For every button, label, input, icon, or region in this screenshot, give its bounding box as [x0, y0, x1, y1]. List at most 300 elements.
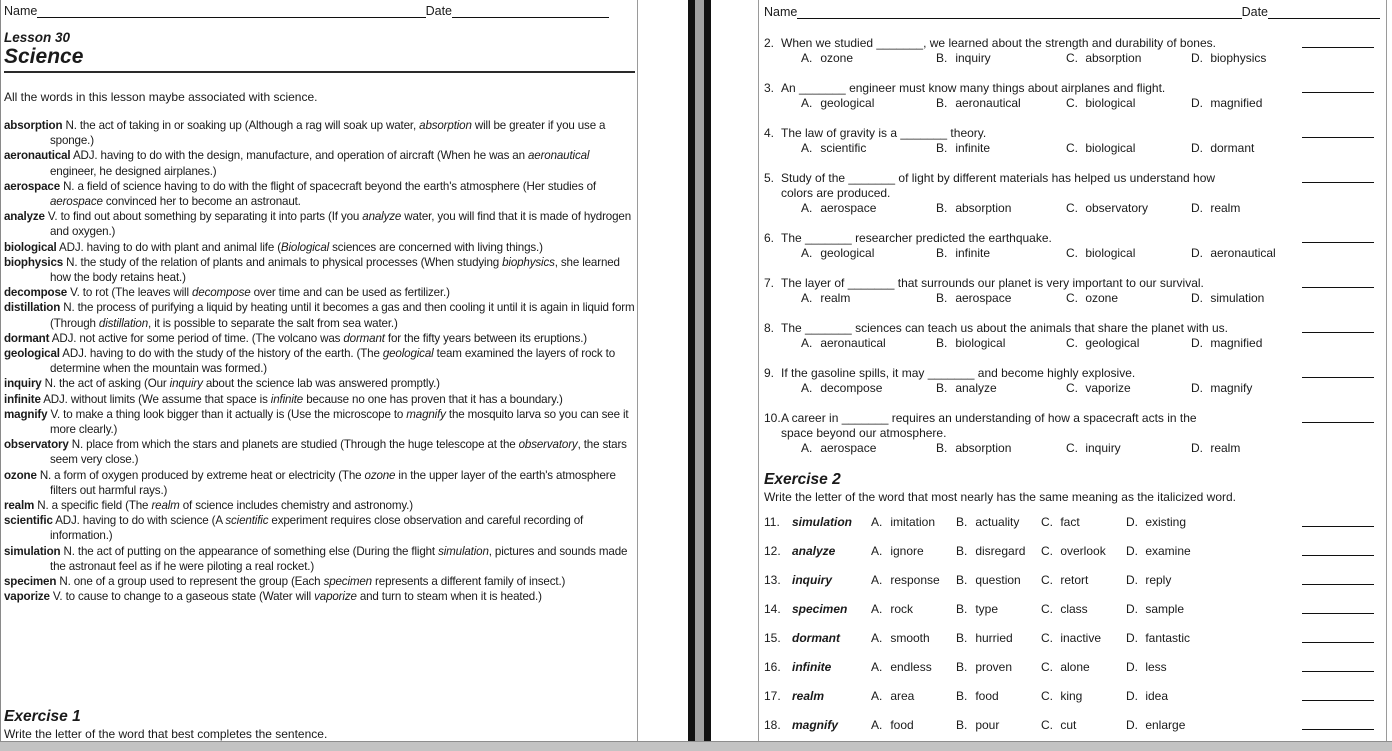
- item-options: [871, 515, 1285, 530]
- option-b: [956, 602, 1041, 617]
- option-letter: D.: [1126, 718, 1138, 732]
- option-word: ozone: [817, 51, 854, 65]
- horizontal-scrollbar[interactable]: [0, 741, 1392, 751]
- definition-text: of science includes chemistry and astronomy.): [179, 499, 413, 513]
- definition-text: engineer, he designed airplanes.): [50, 164, 217, 178]
- option-letter: A.: [871, 515, 883, 529]
- word-definition: [41, 393, 563, 406]
- italic-word: inquiry: [169, 377, 203, 391]
- option-letter: B.: [956, 660, 968, 674]
- option-letter: D.: [1126, 689, 1138, 703]
- matching-item: [764, 573, 1380, 588]
- divider-black-bar-right: [704, 0, 711, 741]
- option-letter: B.: [936, 291, 948, 305]
- option-c: [1041, 631, 1126, 646]
- title-rule: [4, 71, 635, 73]
- italic-word: distillation: [98, 316, 149, 330]
- option-word: pour: [972, 718, 1000, 732]
- divider-black-bar-left: [688, 0, 695, 741]
- option-letter: B.: [936, 441, 948, 455]
- option-word: aeronautical: [817, 336, 886, 350]
- definition-text: N. a form of oxygen produced by extreme heat or electricity (The: [36, 468, 365, 482]
- italic-word: biophysics: [502, 255, 555, 269]
- answer-blank[interactable]: [1302, 136, 1374, 138]
- option-letter: B.: [956, 689, 968, 703]
- page-divider: [688, 0, 711, 741]
- word-term: magnify: [4, 407, 48, 421]
- option-word: food: [972, 689, 999, 703]
- word-entry: [4, 346, 635, 376]
- option-d: [1191, 201, 1285, 216]
- word-entry: [4, 179, 635, 209]
- definition-text: V. to make a thing look bigger than it actually is (Use the microscope to: [47, 407, 407, 421]
- item-options: [871, 602, 1285, 617]
- answer-blank[interactable]: [1302, 421, 1374, 423]
- option-c: [1041, 573, 1126, 588]
- option-word: infinite: [952, 141, 991, 155]
- option-letter: B.: [936, 246, 948, 260]
- answer-blank[interactable]: [1302, 525, 1374, 527]
- word-definition: [50, 590, 542, 603]
- word-term: infinite: [4, 392, 41, 406]
- option-letter: C.: [1041, 718, 1053, 732]
- option-d: [1126, 515, 1285, 530]
- option-b: [936, 201, 1066, 216]
- question-number: 5.: [764, 171, 775, 185]
- item-number: 11.: [764, 515, 780, 529]
- definition-text: N. the process of purifying a liquid by heating until it becomes a gas and then cooling it until it is again in liquid form (Through: [50, 301, 635, 330]
- definition-text: V. to cause to change to a gaseous state (Water will: [49, 590, 315, 604]
- option-b: [936, 246, 1066, 261]
- option-word: absorption: [952, 441, 1012, 455]
- question: [764, 366, 1380, 396]
- definition-text: ADJ. having to do with the study of the history of the earth. (The: [59, 347, 383, 361]
- question-stem-text: The law of gravity is a _______ theory.: [781, 126, 987, 140]
- exercise2-instruction: Write the letter of the word that most nearly has the same meaning as the italicized word.: [764, 490, 1237, 504]
- option-word: magnified: [1207, 96, 1263, 110]
- answer-blank[interactable]: [1302, 286, 1374, 288]
- word-term: realm: [4, 499, 35, 513]
- option-letter: D.: [1191, 51, 1203, 65]
- date-blank-line[interactable]: [1268, 6, 1380, 19]
- option-word: geological: [817, 246, 875, 260]
- question-number: 3.: [764, 81, 775, 95]
- option-letter: C.: [1066, 141, 1078, 155]
- option-word: aeronautical: [952, 96, 1021, 110]
- option-a: [801, 96, 936, 111]
- option-letter: D.: [1191, 201, 1203, 215]
- word-entry: [4, 376, 635, 391]
- item-word: infinite: [792, 660, 832, 674]
- question-number: 4.: [764, 126, 775, 140]
- answer-blank[interactable]: [1302, 241, 1374, 243]
- option-c: [1066, 96, 1191, 111]
- matching-item: [764, 718, 1380, 733]
- definition-text: N. a specific field (The: [34, 499, 152, 513]
- option-word: inactive: [1057, 631, 1102, 645]
- question-stem-text: When we studied _______, we learned about the strength and durability of bones.: [781, 36, 1216, 50]
- option-letter: D.: [1126, 515, 1138, 529]
- option-c: [1066, 246, 1191, 261]
- question: [764, 321, 1380, 351]
- option-word: analyze: [952, 381, 997, 395]
- answer-blank[interactable]: [1302, 670, 1374, 672]
- item-options: [871, 660, 1285, 675]
- name-label: Name: [764, 5, 798, 19]
- answer-blank[interactable]: [1302, 699, 1374, 701]
- option-a: [801, 141, 936, 156]
- answer-blank[interactable]: [1302, 728, 1374, 730]
- word-definition: [50, 149, 589, 177]
- option-word: existing: [1142, 515, 1187, 529]
- option-word: ozone: [1082, 291, 1119, 305]
- word-definition: [50, 301, 634, 329]
- option-letter: C.: [1066, 51, 1078, 65]
- item-number: 14.: [764, 602, 781, 616]
- word-term: biological: [4, 240, 57, 254]
- word-entry: [4, 468, 635, 498]
- option-b: [936, 441, 1066, 456]
- answer-blank[interactable]: [1302, 641, 1374, 643]
- definition-text: sciences are concerned with living things.): [329, 240, 543, 254]
- definition-text: , it is possible to separate the salt from sea water.): [148, 316, 398, 330]
- word-entry: [4, 118, 635, 148]
- option-d: [1126, 544, 1285, 559]
- question-number: 6.: [764, 231, 775, 245]
- answer-blank[interactable]: [1302, 554, 1374, 556]
- option-letter: A.: [801, 291, 813, 305]
- name-blank-line[interactable]: [37, 5, 425, 18]
- word-term: analyze: [4, 210, 45, 224]
- option-b: [936, 381, 1066, 396]
- italic-word: scientific: [225, 514, 269, 528]
- option-letter: B.: [956, 544, 968, 558]
- word-definition: [50, 347, 615, 375]
- option-word: king: [1057, 689, 1083, 703]
- option-d: [1126, 602, 1285, 617]
- exercise1-section: [4, 708, 624, 741]
- word-entry: [4, 437, 635, 467]
- option-c: [1041, 689, 1126, 704]
- option-d: [1191, 246, 1285, 261]
- definition-text: N. the act of putting on the appearance of something else (During the flight: [60, 544, 439, 558]
- definition-text: experiment requires close observation and careful recording of information.): [50, 514, 584, 543]
- option-b: [936, 336, 1066, 351]
- word-definition: [50, 514, 583, 542]
- word-entry: [4, 285, 635, 300]
- word-definition: [67, 286, 450, 299]
- italic-word: Biological: [280, 240, 330, 254]
- definition-text: team examined the layers of rock to determine when the mountain was formed.): [50, 347, 616, 376]
- italic-word: magnify: [406, 407, 446, 421]
- definition-text: , the stars seem very close.): [50, 438, 627, 467]
- matching-item: [764, 689, 1380, 704]
- item-number: 17.: [764, 689, 781, 703]
- option-d: [1126, 660, 1285, 675]
- word-definition: [49, 332, 587, 345]
- italic-word: aerospace: [50, 195, 103, 209]
- question: [764, 411, 1380, 456]
- italic-word: vaporize: [314, 590, 357, 604]
- answer-blank[interactable]: [1302, 91, 1374, 93]
- option-word: less: [1142, 660, 1167, 674]
- definition-text: for the fifty years between its eruptions.): [384, 331, 588, 345]
- option-word: dormant: [1207, 141, 1255, 155]
- option-letter: A.: [801, 246, 813, 260]
- option-c: [1041, 602, 1126, 617]
- answer-blank[interactable]: [1302, 331, 1374, 333]
- left-worksheet-page: [0, 0, 638, 741]
- answer-blank[interactable]: [1302, 46, 1374, 48]
- divider-gray-bar: [695, 0, 704, 741]
- question-stem-text: An _______ engineer must know many things about airplanes and flight.: [781, 81, 1166, 95]
- option-word: absorption: [1082, 51, 1142, 65]
- option-word: actuality: [972, 515, 1020, 529]
- question-number: 9.: [764, 366, 775, 380]
- definition-text: ADJ. having to do with the design, manufacture, and operation of aircraft (When he was an: [70, 149, 528, 163]
- right-worksheet-page: [758, 0, 1387, 741]
- definition-text: the mosquito larva so you can see it more clearly.): [50, 407, 629, 437]
- option-letter: C.: [1066, 291, 1078, 305]
- right-name-date-header: [764, 4, 1380, 19]
- option-letter: A.: [801, 51, 813, 65]
- option-word: decompose: [817, 381, 883, 395]
- name-label: Name: [4, 4, 38, 18]
- question-stem: [764, 126, 1285, 141]
- answer-blank[interactable]: [1302, 583, 1374, 585]
- option-d: [1191, 141, 1285, 156]
- question: [764, 231, 1380, 261]
- question-stem: [764, 276, 1285, 291]
- italic-word: dormant: [343, 331, 385, 345]
- option-word: aerospace: [952, 291, 1012, 305]
- exercise1-questions: [764, 36, 1380, 456]
- word-term: aerospace: [4, 179, 61, 193]
- answer-blank[interactable]: [1302, 181, 1374, 183]
- option-letter: B.: [936, 96, 948, 110]
- word-definition: [57, 241, 543, 254]
- definition-text: N. the study of the relation of plants and animals to physical processes (When studying: [63, 255, 503, 269]
- option-word: vaporize: [1082, 381, 1131, 395]
- item-word: realm: [792, 689, 825, 703]
- option-word: fact: [1057, 515, 1080, 529]
- word-term: vaporize: [4, 590, 50, 604]
- option-letter: D.: [1126, 602, 1138, 616]
- word-term: biophysics: [4, 255, 64, 269]
- word-entry: [4, 513, 635, 543]
- word-term: aeronautical: [4, 149, 71, 163]
- option-word: biological: [1082, 96, 1136, 110]
- answer-blank[interactable]: [1302, 612, 1374, 614]
- question-stem: [764, 171, 1285, 186]
- option-letter: C.: [1066, 336, 1078, 350]
- word-term: specimen: [4, 575, 57, 589]
- option-c: [1041, 544, 1126, 559]
- option-a: [801, 246, 936, 261]
- matching-item: [764, 631, 1380, 646]
- option-letter: A.: [871, 602, 883, 616]
- exercise2-heading: Exercise 2: [764, 471, 841, 488]
- option-c: [1066, 291, 1191, 306]
- word-definition: [34, 499, 413, 512]
- option-d: [1191, 381, 1285, 396]
- option-d: [1126, 631, 1285, 646]
- word-term: dormant: [4, 331, 50, 345]
- option-letter: A.: [801, 201, 813, 215]
- option-letter: D.: [1191, 141, 1203, 155]
- option-word: food: [887, 718, 914, 732]
- option-word: absorption: [952, 201, 1012, 215]
- item-number: 13.: [764, 573, 781, 587]
- option-c: [1066, 441, 1191, 456]
- definition-text: about the science lab was answered promptly.): [202, 377, 440, 391]
- option-word: sample: [1142, 602, 1185, 616]
- option-letter: C.: [1066, 246, 1078, 260]
- question: [764, 36, 1380, 66]
- option-d: [1191, 441, 1285, 456]
- option-word: observatory: [1082, 201, 1149, 215]
- question-stem: [764, 36, 1285, 51]
- option-letter: B.: [956, 631, 968, 645]
- word-definition: [50, 545, 627, 573]
- option-b: [956, 573, 1041, 588]
- option-letter: B.: [956, 602, 968, 616]
- question-options: [764, 246, 1285, 261]
- option-a: [871, 515, 956, 530]
- option-a: [871, 544, 956, 559]
- exercise1-instruction: Write the letter of the word that best completes the sentence.: [4, 727, 328, 741]
- word-term: inquiry: [4, 377, 42, 391]
- definition-text: water, you will find that it is made of hydrogen and oxygen.): [50, 210, 631, 239]
- question-options: [764, 336, 1285, 351]
- question-stem: [764, 366, 1285, 381]
- question-stem-text: The _______ researcher predicted the earthquake.: [781, 231, 1052, 245]
- option-letter: A.: [871, 573, 883, 587]
- word-term: geological: [4, 347, 60, 361]
- option-word: overlook: [1057, 544, 1106, 558]
- option-d: [1191, 51, 1285, 66]
- option-b: [956, 631, 1041, 646]
- option-b: [956, 660, 1041, 675]
- definition-text: convinced her to become an astronaut.: [102, 195, 301, 209]
- question-stem-text: The layer of _______ that surrounds our planet is very important to our survival.: [781, 276, 1204, 290]
- word-list: [4, 118, 635, 605]
- item-number: 16.: [764, 660, 781, 674]
- name-blank-line[interactable]: [797, 6, 1241, 19]
- option-d: [1126, 573, 1285, 588]
- option-d: [1191, 336, 1285, 351]
- option-word: class: [1057, 602, 1088, 616]
- option-letter: A.: [871, 689, 883, 703]
- option-c: [1041, 660, 1126, 675]
- question-stem-text: A career in _______ requires an understanding of how a spacecraft acts in the: [781, 411, 1197, 425]
- option-b: [956, 718, 1041, 733]
- option-d: [1126, 689, 1285, 704]
- option-a: [871, 573, 956, 588]
- option-word: hurried: [972, 631, 1013, 645]
- italic-word: observatory: [518, 438, 578, 452]
- option-a: [801, 441, 936, 456]
- word-entry: [4, 148, 635, 178]
- definition-text: , she learned how the body retains heat.): [50, 255, 620, 285]
- date-blank-line[interactable]: [452, 5, 609, 18]
- option-letter: A.: [871, 718, 883, 732]
- italic-word: ozone: [364, 468, 396, 482]
- option-letter: C.: [1066, 381, 1078, 395]
- word-entry: [4, 498, 635, 513]
- option-a: [871, 689, 956, 704]
- word-entry: [4, 240, 635, 255]
- option-letter: A.: [801, 141, 813, 155]
- option-a: [871, 602, 956, 617]
- option-word: biological: [1082, 246, 1136, 260]
- option-word: geological: [817, 96, 875, 110]
- option-letter: B.: [936, 336, 948, 350]
- option-letter: B.: [936, 201, 948, 215]
- option-d: [1191, 291, 1285, 306]
- matching-item: [764, 660, 1380, 675]
- option-a: [871, 718, 956, 733]
- option-a: [801, 291, 936, 306]
- option-word: aerospace: [817, 441, 877, 455]
- option-c: [1041, 718, 1126, 733]
- option-word: geological: [1082, 336, 1140, 350]
- option-word: examine: [1142, 544, 1191, 558]
- word-entry: [4, 544, 635, 574]
- option-word: retort: [1057, 573, 1089, 587]
- option-word: rock: [887, 602, 914, 616]
- option-c: [1066, 381, 1191, 396]
- word-entry: [4, 407, 635, 437]
- option-letter: C.: [1041, 544, 1053, 558]
- option-letter: D.: [1126, 544, 1138, 558]
- option-c: [1066, 336, 1191, 351]
- lesson-number: Lesson 30: [4, 30, 71, 45]
- option-letter: B.: [936, 141, 948, 155]
- option-word: cut: [1057, 718, 1077, 732]
- option-letter: C.: [1041, 602, 1053, 616]
- item-number: 12.: [764, 544, 781, 558]
- option-a: [871, 660, 956, 675]
- italic-word: decompose: [191, 286, 251, 300]
- item-word: inquiry: [792, 573, 833, 587]
- option-word: magnified: [1207, 336, 1263, 350]
- italic-word: simulation: [438, 544, 489, 558]
- question-number: 10.: [764, 411, 781, 425]
- word-definition: [47, 408, 628, 436]
- answer-blank[interactable]: [1302, 376, 1374, 378]
- option-word: imitation: [887, 515, 936, 529]
- option-letter: C.: [1066, 441, 1078, 455]
- question-number: 2.: [764, 36, 775, 50]
- option-letter: A.: [801, 381, 813, 395]
- word-term: scientific: [4, 514, 53, 528]
- word-entry: [4, 255, 635, 285]
- word-definition: [50, 256, 620, 284]
- question-number: 7.: [764, 276, 775, 290]
- option-word: ignore: [887, 544, 924, 558]
- definition-text: N. the act of asking (Our: [41, 377, 170, 391]
- italic-word: realm: [151, 499, 180, 513]
- definition-text: and turn to steam when it is heated.): [356, 590, 542, 604]
- option-b: [956, 689, 1041, 704]
- option-b: [936, 96, 1066, 111]
- option-word: infinite: [952, 246, 991, 260]
- definition-text: ADJ. having to do with science (A: [52, 514, 226, 528]
- word-definition: [50, 180, 596, 208]
- word-term: decompose: [4, 286, 68, 300]
- option-word: fantastic: [1142, 631, 1191, 645]
